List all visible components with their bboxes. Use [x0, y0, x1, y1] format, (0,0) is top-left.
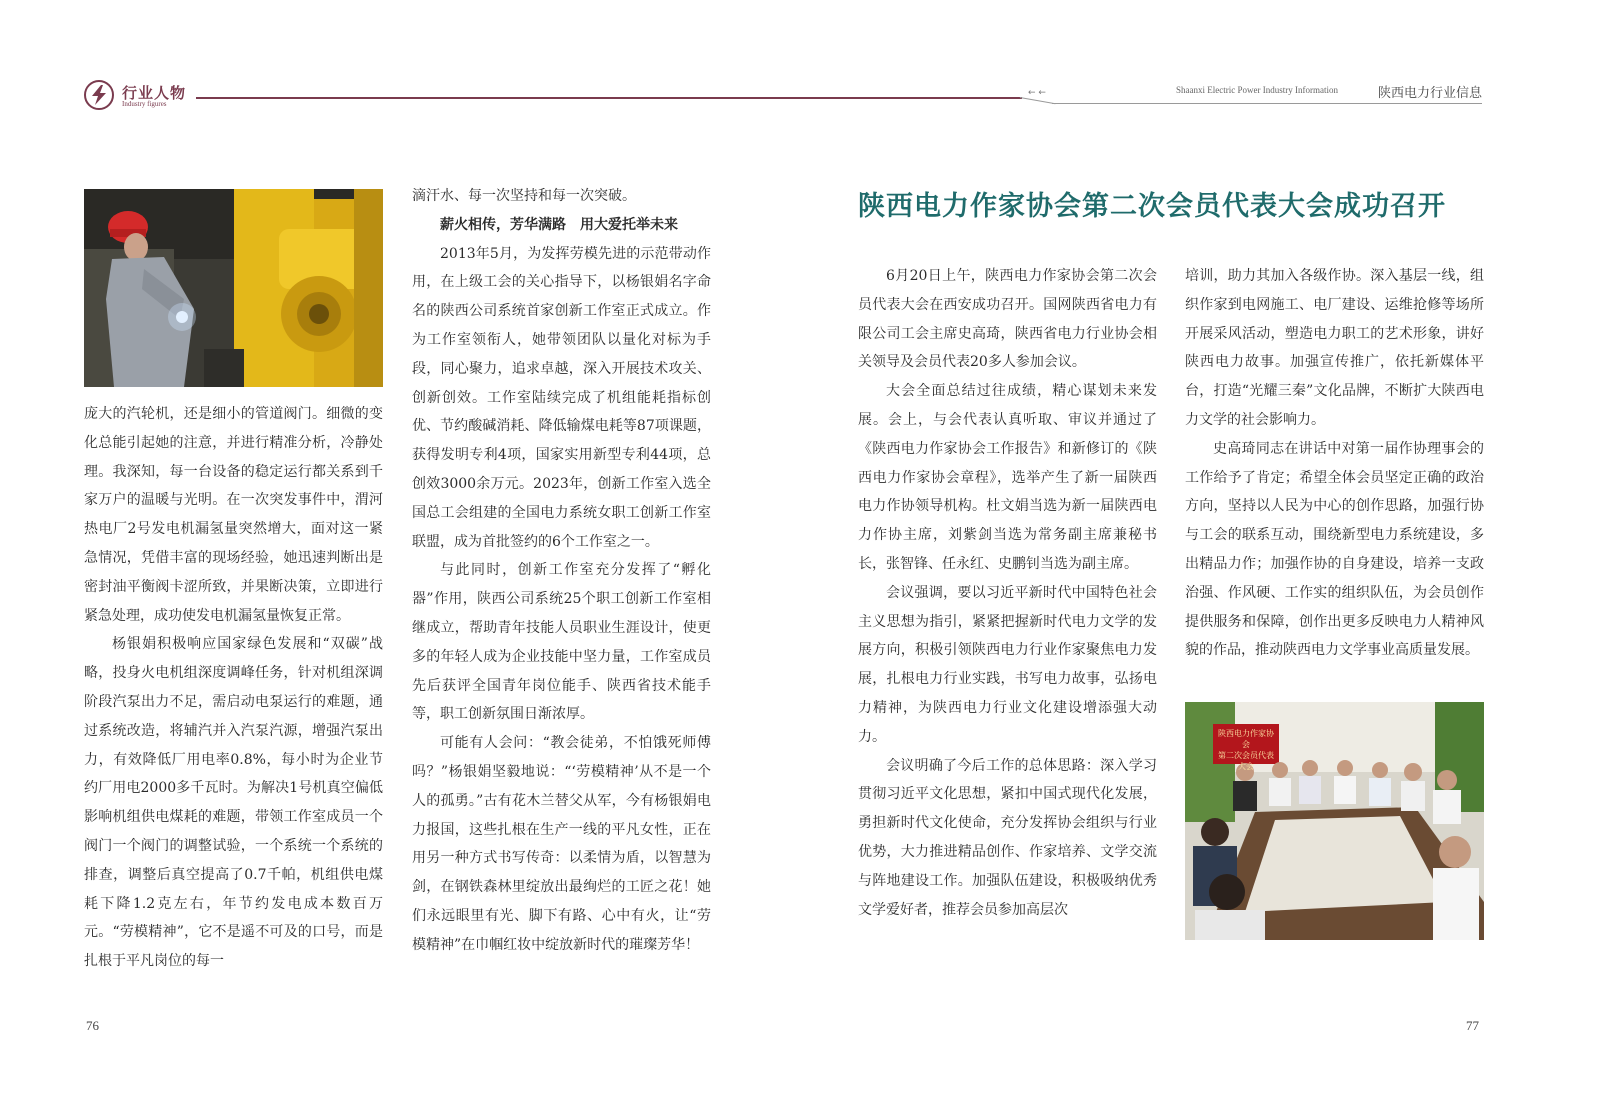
paragraph: 会议明确了今后工作的总体思路：深入学习贯彻习近平文化思想，紧扣中国式现代化发展，勇担新时代文化使命，充分发挥协会组织与行业优势，大力推进精品创作、作家培养、文学交流与阵地建设工作。加强队伍建设，积极吸纳优秀文学爱好者，推荐会员参加高层次 — [858, 757, 1157, 918]
article2-column-1 — [858, 262, 1157, 924]
meeting-photo — [1185, 702, 1484, 940]
paragraph: 滴汗水、每一次坚持和每一次突破。 — [412, 188, 636, 204]
paragraph: 培训，助力其加入各级作协。深入基层一线，组织作家到电网施工、电厂建设、运维抢修等场所开展采风活动，塑造电力职工的艺术形象，讲好陕西电力故事。加强宣传推广，依托新媒体平台，打造“光耀三秦”文化品牌，不断扩大陕西电力文学的社会影响力。 — [1185, 268, 1484, 428]
section-subtitle: Industry figures — [122, 100, 167, 108]
page-number-left: 76 — [86, 1018, 99, 1033]
worker-photo — [84, 189, 383, 387]
paragraph: 史高琦同志在讲话中对第一届作协理事会的工作给予了肯定；希望全体会员坚定正确的政治方向，坚持以人民为中心的创作思路，加强行协与工会的联系互动，围绕新型电力系统建设，多出精品力作；加强作协的自身建设，培养一支政治强、作风硬、工作实的组织队伍，为会员创作提供服务和保障，创作出更多反映电力人精神风貌的作品，推动陕西电力文学事业高质量发展。 — [1185, 440, 1484, 659]
paragraph: 与此同时，创新工作室充分发挥了“孵化器”作用，陕西公司系统25个职工创新工作室相继成立，帮助青年技能人员职业生涯设计，使更多的年轻人成为企业技能中坚力量，工作室成员先后获评全国青年岗位能手、陕西省技术能手等，职工创新氛围日渐浓厚。 — [412, 562, 711, 723]
article2-column-2 — [1185, 262, 1484, 665]
subheading: 薪火相传，芳华满路 用大爱托举未来 — [440, 216, 678, 233]
section-title: 行业人物 — [122, 84, 187, 102]
paragraph: 大会全面总结过往成绩，精心谋划未来发展。会上，与会代表认真听取、审议并通过了《陕西电力作家协会工作报告》和新修订的《陕西电力作家协会章程》，选举产生了新一届陕西电力作协领导机构。杜文娟当选为新一届陕西电力作协主席，刘紫剑当选为常务副主席兼秘书长，张智锋、任永红、史鹏钊当选为副主席。 — [858, 383, 1157, 572]
paragraph: 会议强调，要以习近平新时代中国特色社会主义思想为指引，紧紧把握新时代电力文学的发展方向，积极引领陕西电力行业作家聚焦电力发展，扎根电力行业实践，书写电力故事，弘扬电力精神，为陕西电力行业文化建设增添强大动力。 — [858, 584, 1157, 745]
header-rule-left — [196, 97, 1022, 99]
worker-inspecting-equipment-photo-icon — [84, 189, 383, 387]
lightning-logo-icon — [84, 80, 114, 110]
article1-column-1 — [84, 400, 383, 976]
magazine-name-cn: 陕西电力行业信息 — [1378, 86, 1483, 101]
paragraph: 杨银娟积极响应国家绿色发展和“双碳”战略，投身火电机组深度调峰任务，针对机组深调阶段汽泵出力不足，需启动电泵运行的难题，通过系统改造，将辅汽并入汽泵汽源，增强汽泵出力，有效降低厂用电率0.8%，每小时为企业节约厂用电2000多千瓦时。为解决1号机真空偏低影响机组供电煤耗的难题，带领工作室成员一个阀门一个阀门的调整试验，一个系统一个系统的排查，调整后真空提高了0.7千帕，机组供电煤耗下降1.2克左右，年节约发电成本数百万元。“劳模精神”，它不是遥不可及的口号，而是扎根于平凡岗位的每一 — [84, 636, 383, 970]
paragraph: 2013年5月，为发挥劳模先进的示范带动作用，在上级工会的关心指导下，以杨银娟名字命名的陕西公司系统首家创新工作室正式成立。作为工作室领衔人，她带领团队以量化对标为手段，同心聚力，追求卓越，深入开展技术攻关、创新创效。工作室陆续完成了机组能耗指标创优、节约酸碱消耗、降低输煤电耗等87项课题，获得发明专利4项，国家实用新型专利44项，总创效3000余万元。2023年，创新工作室入选全国总工会组建的全国电力系统女职工创新工作室联盟，成为首批签约的6个工作室之一。 — [412, 245, 711, 550]
paragraph: 庞大的汽轮机，还是细小的管道阀门。细微的变化总能引起她的注意，并进行精准分析，冷静处理。我深知，每一台设备的稳定运行都关系到千家万户的温暖与光明。在一次突发事件中，渭河热电厂2号发电机漏氢量突然增大，面对这一紧急情况，凭借丰富的现场经验，她迅速判断出是密封油平衡阀卡涩所致，并果断决策，立即进行紧急处理，成功使发电机漏氢量恢复正常。 — [84, 406, 383, 624]
page-number-right: 77 — [1466, 1018, 1479, 1033]
meeting-banner-line2: 第二次会员代表大会 — [1218, 751, 1274, 771]
meeting-banner-line1: 陕西电力作家协会 — [1218, 729, 1274, 749]
arrows-icon: ← ← — [1028, 88, 1046, 98]
header-rule-right — [1052, 103, 1482, 104]
header-rule-slant — [1020, 97, 1056, 104]
paragraph: 6月20日上午，陕西电力作家协会第二次会员代表大会在西安成功召开。国网陕西省电力有限公司工会主席史高琦，陕西省电力行业协会相关领导及会员代表20多人参加会议。 — [858, 268, 1157, 371]
paragraph: 可能有人会问：“教会徒弟，不怕饿死师傅吗？”杨银娟坚毅地说：“‘劳模精神’从不是一个人的孤勇。”古有花木兰替父从军，今有杨银娟电力报国，这些扎根在生产一线的平凡女性，正在用另一种方式书写传奇：以柔情为盾，以智慧为剑，在钢铁森林里绽放出最绚烂的工匠之花！她们永远眼里有光、脚下有路、心中有火，让“劳模精神”在巾帼红妆中绽放新时代的璀璨芳华！ — [412, 735, 711, 953]
article-headline: 陕西电力作家协会第二次会员代表大会成功召开 — [858, 191, 1446, 222]
magazine-name-en: Shaanxi Electric Power Industry Information — [1176, 85, 1338, 95]
meeting-banner — [1215, 728, 1277, 772]
article1-column-2 — [412, 182, 711, 960]
